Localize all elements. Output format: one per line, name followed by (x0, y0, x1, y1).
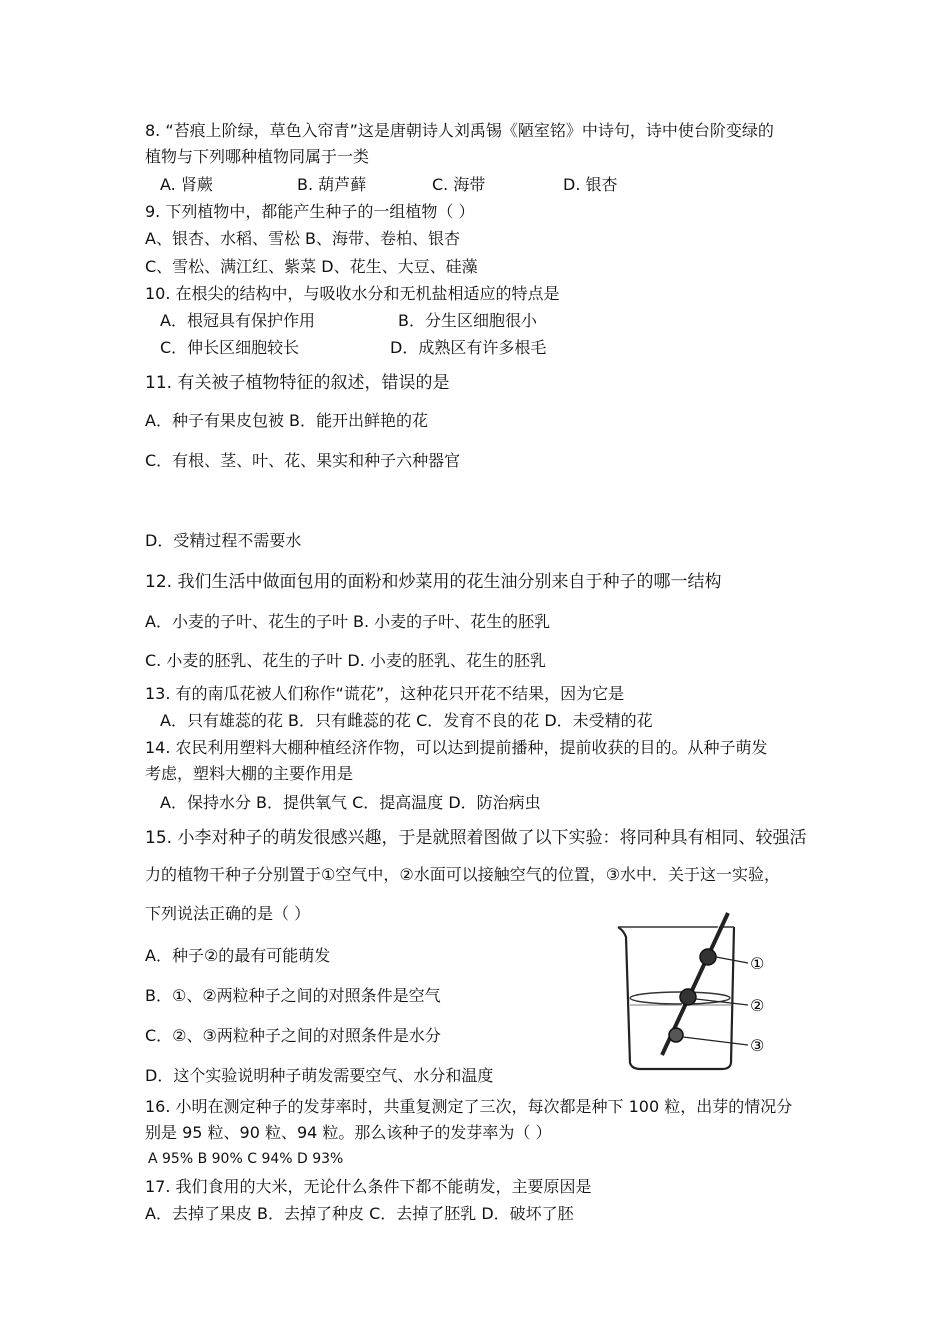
q15-stem-line3: 下列说法正确的是（ ） (145, 904, 311, 923)
q8-stem-line2: 植物与下列哪种植物同属于一类 (145, 147, 370, 166)
beaker-outline (618, 927, 734, 1069)
q15-option-c: C．②、③两粒种子之间的对照条件是水分 (145, 1026, 441, 1045)
q16-stem-line1: 16. 小明在测定种子的发芽率时，共重复测定了三次，每次都是种下 100 粒，出芽的情况分 (145, 1097, 793, 1116)
q11-option-c: C．有根、茎、叶、花、果实和种子六种器官 (145, 451, 461, 470)
q13-stem: 13. 有的南瓜花被人们称作“谎花”，这种花只开花不结果，因为它是 (145, 684, 625, 703)
q8-stem-line1: 8. “苔痕上阶绿，草色入帘青”这是唐朝诗人刘禹锡《陋室铭》中诗句，诗中使台阶变绿的 (145, 121, 774, 140)
q15-option-d: D．这个实验说明种子萌发需要空气、水分和温度 (145, 1066, 494, 1085)
beaker-experiment-figure (610, 905, 780, 1075)
q9-stem: 9. 下列植物中，都能产生种子的一组植物（ ） (145, 202, 475, 221)
q8-option-c: C. 海带 (432, 175, 486, 194)
q16-options: A 95% B 90% C 94% D 93% (148, 1151, 344, 1167)
q9-options-row2: C、雪松、满江红、紫菜 D、花生、大豆、硅藻 (145, 257, 478, 276)
seed-1 (700, 949, 716, 965)
figure-label-3: ③ (750, 1036, 765, 1055)
q10-option-b: B．分生区细胞很小 (398, 311, 537, 330)
q8-option-a: A. 肾蕨 (160, 175, 213, 194)
q14-stem-line1: 14. 农民利用塑料大棚种植经济作物，可以达到提前播种，提前收获的目的。从种子萌发 (145, 738, 768, 757)
q15-stem-line1: 15. 小李对种子的萌发很感兴趣，于是就照着图做了以下实验：将同种具有相同、较强活 (145, 828, 807, 848)
figure-label-2: ② (750, 996, 765, 1015)
q10-stem: 10. 在根尖的结构中，与吸收水分和无机盐相适应的特点是 (145, 284, 560, 303)
q13-options: A．只有雄蕊的花 B．只有雌蕊的花 C．发育不良的花 D．未受精的花 (160, 711, 653, 730)
q16-stem-line2: 别是 95 粒、90 粒、94 粒。那么该种子的发芽率为（ ） (145, 1123, 552, 1142)
seed-2 (680, 989, 696, 1005)
q17-stem: 17. 我们食用的大米，无论什么条件下都不能萌发，主要原因是 (145, 1177, 592, 1196)
q11-stem: 11. 有关被子植物特征的叙述，错误的是 (145, 373, 450, 393)
q11-option-d: D．受精过程不需要水 (145, 531, 302, 550)
beaker-illustration (610, 905, 780, 1075)
q15-option-a: A．种子②的最有可能萌发 (145, 946, 331, 965)
glass-rod-highlight (658, 915, 724, 1057)
pointer-line-2 (696, 999, 748, 1005)
q14-stem-line2: 考虑，塑料大棚的主要作用是 (145, 764, 354, 783)
q12-stem: 12. 我们生活中做面包用的面粉和炒菜用的花生油分别来自于种子的哪一结构 (145, 572, 722, 592)
seed-3 (669, 1028, 683, 1042)
q8-option-b: B. 葫芦藓 (297, 175, 367, 194)
pointer-line-1 (716, 957, 748, 963)
q10-option-a: A．根冠具有保护作用 (160, 311, 315, 330)
q17-options: A．去掉了果皮 B．去掉了种皮 C．去掉了胚乳 D．破坏了胚 (145, 1204, 574, 1223)
q10-option-d: D．成熟区有许多根毛 (390, 338, 547, 357)
pointer-line-3 (683, 1037, 748, 1045)
q8-option-d: D. 银杏 (563, 175, 618, 194)
q12-options-row2: C. 小麦的胚乳、花生的子叶 D. 小麦的胚乳、花生的胚乳 (145, 651, 546, 670)
q10-option-c: C．伸长区细胞较长 (160, 338, 300, 357)
q14-options: A．保持水分 B．提供氧气 C．提高温度 D．防治病虫 (160, 793, 541, 812)
q15-option-b: B．①、②两粒种子之间的对照条件是空气 (145, 986, 441, 1005)
q12-options-row1: A．小麦的子叶、花生的子叶 B. 小麦的子叶、花生的胚乳 (145, 612, 551, 631)
q11-options-ab: A．种子有果皮包被 B．能开出鲜艳的花 (145, 411, 429, 430)
q15-stem-line2: 力的植物干种子分别置于①空气中，②水面可以接触空气的位置，③水中．关于这一实验， (145, 865, 781, 884)
q9-options-row1: A、银杏、水稻、雪松 B、海带、卷柏、银杏 (145, 229, 461, 248)
figure-label-1: ① (750, 954, 765, 973)
